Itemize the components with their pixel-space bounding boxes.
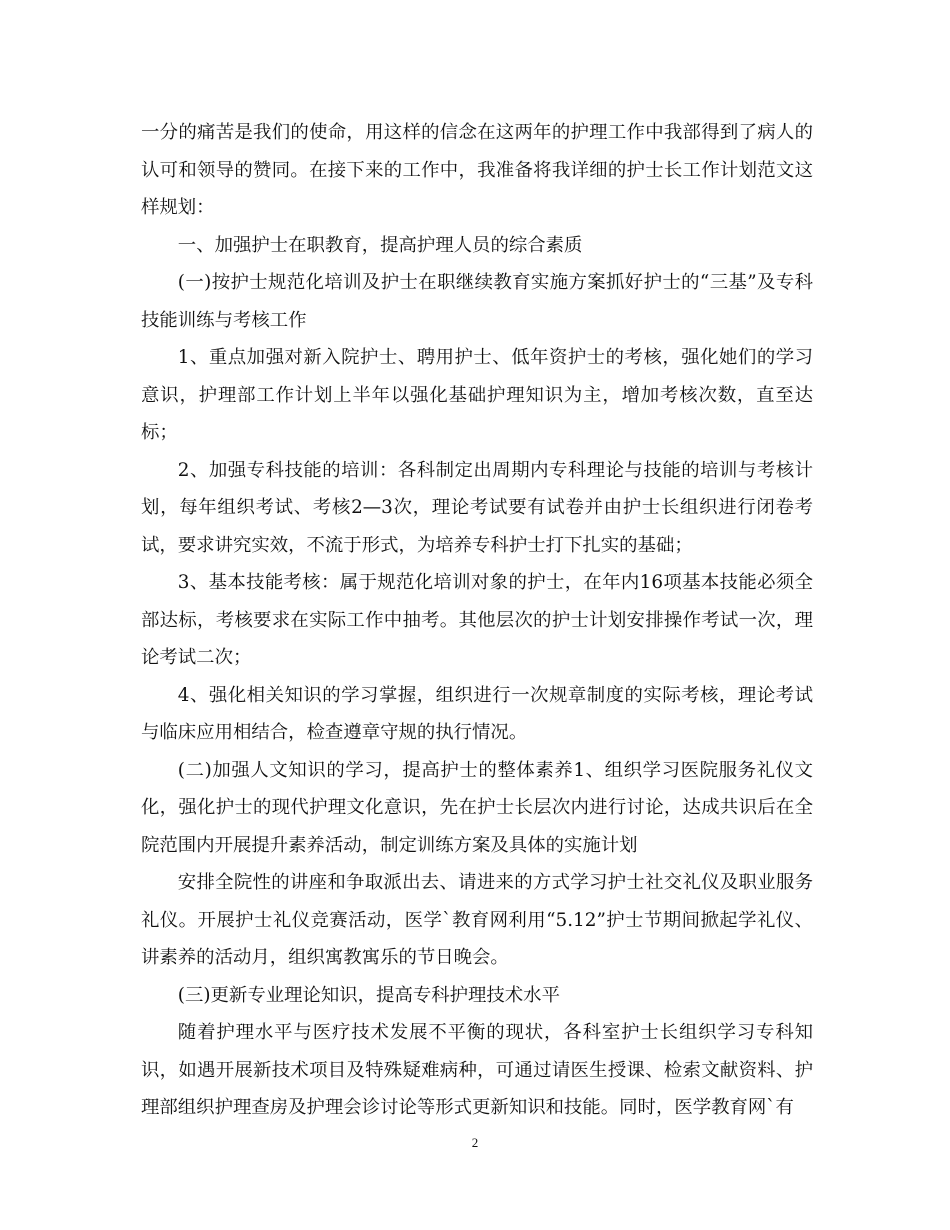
paragraph-5: 2、加强专科技能的培训：各科制定出周期内专科理论与技能的培训与考核计划，每年组织考试、考核2—3次，理论考试要有试卷并由护士长组织进行闭卷考试，要求讲究实效，不流于形式，为培养专科护士打下扎实的基础；	[141, 459, 813, 556]
paragraph-6: 3、基本技能考核：属于规范化培训对象的护士，在年内16项基本技能必须全部达标，考核要求在实际工作中抽考。其他层次的护士计划安排操作考试一次，理论考试二次；	[141, 572, 813, 668]
paragraph-3: (一)按护士规范化培训及护士在职继续教育实施方案抓好护士的“三基”及专科技能训练与考核工作	[141, 272, 813, 331]
paragraph-2: 一、加强护士在职教育，提高护理人员的综合素质	[177, 234, 583, 256]
paragraph-7: 4、强化相关知识的学习掌握，组织进行一次规章制度的实际考核，理论考试与临床应用相结合，检查遵章守规的执行情况。	[141, 684, 813, 743]
paragraph-10: (三)更新专业理论知识，提高专科护理技术水平	[177, 984, 560, 1006]
paragraph-9: 安排全院性的讲座和争取派出去、请进来的方式学习护士社交礼仪及职业服务礼仪。开展护士礼仪竞赛活动，医学`教育网利用“5.12”护士节期间掀起学礼仪、讲素养的活动月，组织寓教寓乐的节日晚会。	[141, 872, 813, 968]
paragraph-1: 一分的痛苦是我们的使命，用这样的信念在这两年的护理工作中我部得到了病人的认可和领导的赞同。在接下来的工作中，我准备将我详细的护士长工作计划范文这样规划：	[141, 122, 813, 218]
paragraph-4: 1、重点加强对新入院护士、聘用护士、低年资护士的考核，强化她们的学习意识，护理部工作计划上半年以强化基础护理知识为主，增加考核次数，直至达标；	[141, 347, 813, 443]
paragraph-8: (二)加强人文知识的学习，提高护士的整体素养1、组织学习医院服务礼仪文化，强化护士的现代护理文化意识，先在护士长层次内进行讨论，达成共识后在全院范围内开展提升素养活动，制定训练方案及具体的实施计划	[141, 759, 813, 856]
document-body	[141, 114, 813, 1127]
paragraph-11: 随着护理水平与医疗技术发展不平衡的现状，各科室护士长组织学习专科知识，如遇开展新技术项目及特殊疑难病种，可通过请医生授课、检索文献资料、护理部组织护理查房及护理会诊讨论等形式更新知识和技能。同时，医学教育网`有	[141, 1022, 813, 1118]
page-number: 2	[471, 1135, 479, 1150]
